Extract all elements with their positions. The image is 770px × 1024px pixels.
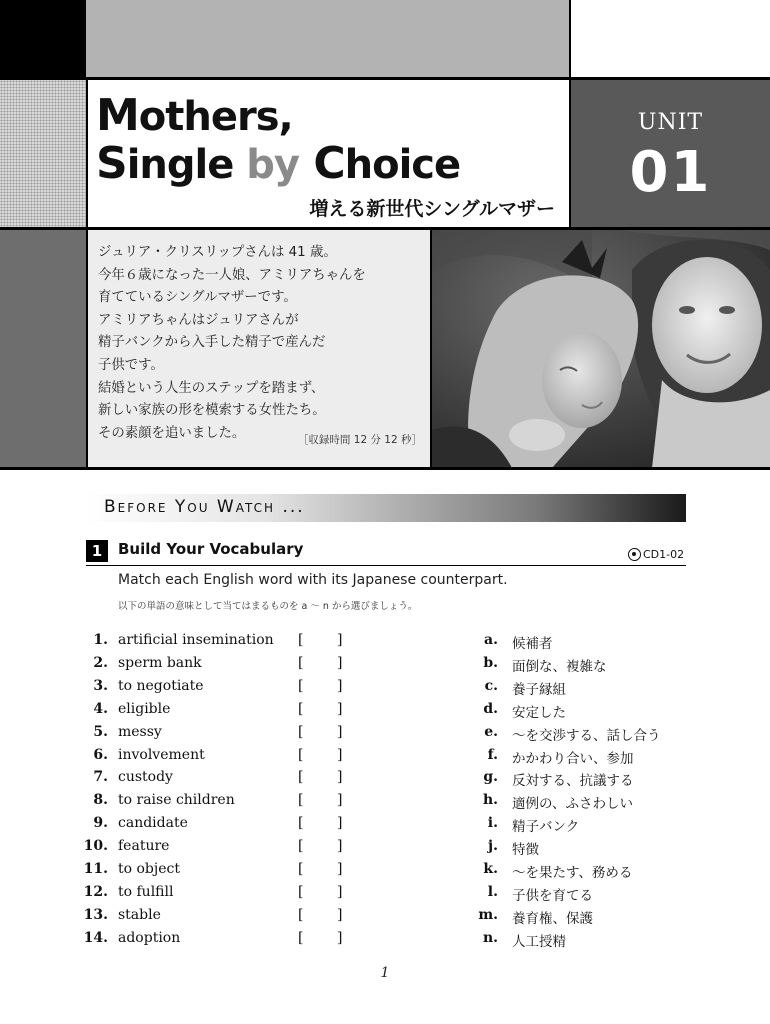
answer-bracket-left[interactable]: [ xyxy=(298,723,304,740)
answer-bracket-right: ] xyxy=(337,677,343,694)
vocab-row xyxy=(0,815,770,838)
answer-bracket-left[interactable]: [ xyxy=(298,906,304,923)
answer-bracket-left[interactable]: [ xyxy=(298,700,304,717)
answer-bracket-left[interactable]: [ xyxy=(298,769,304,786)
vocab-row xyxy=(0,655,770,678)
choice-meaning: 〜を交渉する、話し合う xyxy=(512,727,661,744)
top-right-white-block xyxy=(569,0,770,78)
unit-number: 01 xyxy=(629,140,712,205)
vocab-number: 9. xyxy=(93,815,108,832)
dotted-pattern-block xyxy=(0,80,86,228)
intro-line: 子供です。 xyxy=(98,357,164,373)
answer-bracket-right: ] xyxy=(337,838,343,855)
vocab-number: 7. xyxy=(93,769,108,786)
choice-meaning: 候補者 xyxy=(512,636,553,652)
exercise-rule xyxy=(86,565,686,566)
answer-bracket-right: ] xyxy=(337,929,343,946)
intro-line: その素顔を追いました。 xyxy=(98,425,246,441)
vocab-number: 4. xyxy=(93,700,108,717)
vocab-number: 8. xyxy=(93,792,108,809)
vocab-word: feature xyxy=(118,838,170,855)
answer-bracket-left[interactable]: [ xyxy=(298,632,304,648)
vocab-word: to object xyxy=(118,861,180,877)
mother-daughter-photo xyxy=(432,230,770,468)
intro-line: アミリアちゃんはジュリアさんが xyxy=(98,312,299,328)
vocab-number: 6. xyxy=(93,746,108,763)
vocab-word: to fulfill xyxy=(118,883,174,900)
vocab-word: adoption xyxy=(118,929,181,946)
choice-meaning: 適例の、ふさわしい xyxy=(512,796,633,813)
answer-bracket-left[interactable]: [ xyxy=(298,815,304,832)
intro-line: 今年６歳になった一人娘、アミリアちゃんを xyxy=(98,267,366,283)
answer-bracket-right: ] xyxy=(337,654,343,671)
choice-letter: a. xyxy=(484,632,498,648)
cd-track-label: CD1-02 xyxy=(628,548,684,561)
vocab-row xyxy=(0,838,770,861)
choice-meaning: 子供を育てる xyxy=(512,887,593,904)
answer-bracket-left[interactable]: [ xyxy=(298,746,304,763)
vocab-word: eligible xyxy=(118,700,171,717)
choice-letter: j. xyxy=(488,838,498,855)
answer-bracket-right: ] xyxy=(337,883,343,900)
vocab-word: involvement xyxy=(118,746,205,763)
choice-letter: g. xyxy=(483,769,498,786)
vocab-row xyxy=(0,792,770,815)
choice-letter: h. xyxy=(482,792,498,809)
answer-bracket-right: ] xyxy=(337,792,343,809)
choice-letter: n. xyxy=(482,929,498,946)
choice-letter: d. xyxy=(483,700,498,717)
instruction-english: Match each English word with its Japanese counterpart. xyxy=(118,572,508,588)
vocab-number: 14. xyxy=(83,929,108,946)
answer-bracket-right: ] xyxy=(337,815,343,832)
vocab-word: candidate xyxy=(118,815,188,832)
exercise-title: Build Your Vocabulary xyxy=(118,540,304,558)
answer-bracket-right: ] xyxy=(337,861,343,877)
title-line-2: Single by Choice xyxy=(96,138,461,189)
answer-bracket-right: ] xyxy=(337,723,343,740)
exercise-number-badge: 1 xyxy=(86,540,108,562)
intro-line: 育てているシングルマザーです。 xyxy=(98,290,297,306)
vocab-number: 1. xyxy=(93,632,108,648)
unit-box xyxy=(569,80,770,228)
title-line-1: Mothers, xyxy=(96,90,293,141)
vocab-word: to negotiate xyxy=(118,677,204,694)
top-gray-block xyxy=(86,0,569,78)
choice-meaning: 精子バンク xyxy=(512,819,580,836)
answer-bracket-right: ] xyxy=(337,906,343,923)
vocab-row xyxy=(0,747,770,770)
choice-meaning: 〜を果たす、務める xyxy=(512,865,633,881)
corner-black-block xyxy=(0,0,86,78)
choice-letter: m. xyxy=(478,906,498,923)
vocab-row xyxy=(0,861,770,884)
vocab-row xyxy=(0,632,770,655)
vocab-number: 11. xyxy=(83,861,108,877)
choice-letter: f. xyxy=(487,746,498,763)
answer-bracket-left[interactable]: [ xyxy=(298,838,304,855)
choice-meaning: 安定した xyxy=(512,704,566,721)
choice-meaning: 面倒な、複雑な xyxy=(512,658,607,675)
vocab-row xyxy=(0,701,770,724)
answer-bracket-right: ] xyxy=(337,746,343,763)
vocab-row xyxy=(0,678,770,701)
choice-letter: k. xyxy=(483,861,498,877)
vocab-word: to raise children xyxy=(118,792,235,809)
section-banner xyxy=(86,494,686,522)
section-banner-label: Before You Watch ... xyxy=(104,497,305,517)
japanese-subtitle: 増える新世代シングルマザー xyxy=(309,198,555,220)
choice-meaning: 人工授精 xyxy=(512,933,566,950)
vocab-row xyxy=(0,884,770,907)
answer-bracket-left[interactable]: [ xyxy=(298,883,304,900)
vocab-number: 10. xyxy=(83,838,108,855)
answer-bracket-left[interactable]: [ xyxy=(298,861,304,877)
choice-letter: i. xyxy=(487,815,498,832)
vocab-row xyxy=(0,769,770,792)
intro-line: ジュリア・クリスリップさんは 41 歳。 xyxy=(98,245,337,260)
vocab-number: 3. xyxy=(93,677,108,694)
intro-line: 新しい家族の形を模索する女性たち。 xyxy=(98,403,326,419)
answer-bracket-left[interactable]: [ xyxy=(298,792,304,809)
answer-bracket-right: ] xyxy=(337,769,343,786)
choice-meaning: 反対する、抗議する xyxy=(512,773,634,790)
choice-letter: b. xyxy=(483,654,498,671)
answer-bracket-left[interactable]: [ xyxy=(298,929,304,946)
title-box xyxy=(86,80,569,228)
vocab-word: sperm bank xyxy=(118,654,202,671)
instruction-japanese: 以下の単語の意味として当てはまるものを a 〜 n から選びましょう。 xyxy=(118,601,418,612)
vocab-number: 2. xyxy=(93,654,108,671)
vocab-row xyxy=(0,907,770,930)
vocab-number: 13. xyxy=(83,906,108,923)
vocab-word: artificial insemination xyxy=(118,632,274,648)
vocab-number: 12. xyxy=(83,883,108,900)
recording-time: ［収録時間 12 分 12 秒］ xyxy=(297,434,422,446)
vocab-row xyxy=(0,724,770,747)
intro-text xyxy=(98,242,428,445)
choice-letter: l. xyxy=(487,883,498,900)
choice-letter: e. xyxy=(484,723,498,740)
answer-bracket-right: ] xyxy=(337,632,343,648)
page-number: 1 xyxy=(380,965,390,981)
answer-bracket-right: ] xyxy=(337,700,343,717)
left-gray-block xyxy=(0,230,86,468)
unit-label: UNIT xyxy=(637,110,704,135)
choice-meaning: 特徴 xyxy=(512,842,539,859)
intro-line: 精子バンクから入手した精子で産んだ xyxy=(98,335,326,351)
choice-meaning: 養子縁組 xyxy=(512,681,566,698)
vocab-word: stable xyxy=(118,906,161,923)
cd-icon xyxy=(628,548,641,561)
choice-letter: c. xyxy=(484,677,498,694)
header-rule-3 xyxy=(0,467,770,470)
vocab-number: 5. xyxy=(93,723,108,740)
vocab-row xyxy=(0,930,770,953)
intro-line: 結婚という人生のステップを踏まず、 xyxy=(98,380,325,396)
vocab-word: custody xyxy=(118,769,173,786)
vocab-word: messy xyxy=(118,723,162,740)
answer-bracket-left[interactable]: [ xyxy=(298,677,304,694)
choice-meaning: 養育権、保護 xyxy=(512,910,593,927)
answer-bracket-left[interactable]: [ xyxy=(298,654,304,671)
choice-meaning: かかわり合い、参加 xyxy=(512,750,634,767)
intro-box xyxy=(86,230,432,468)
